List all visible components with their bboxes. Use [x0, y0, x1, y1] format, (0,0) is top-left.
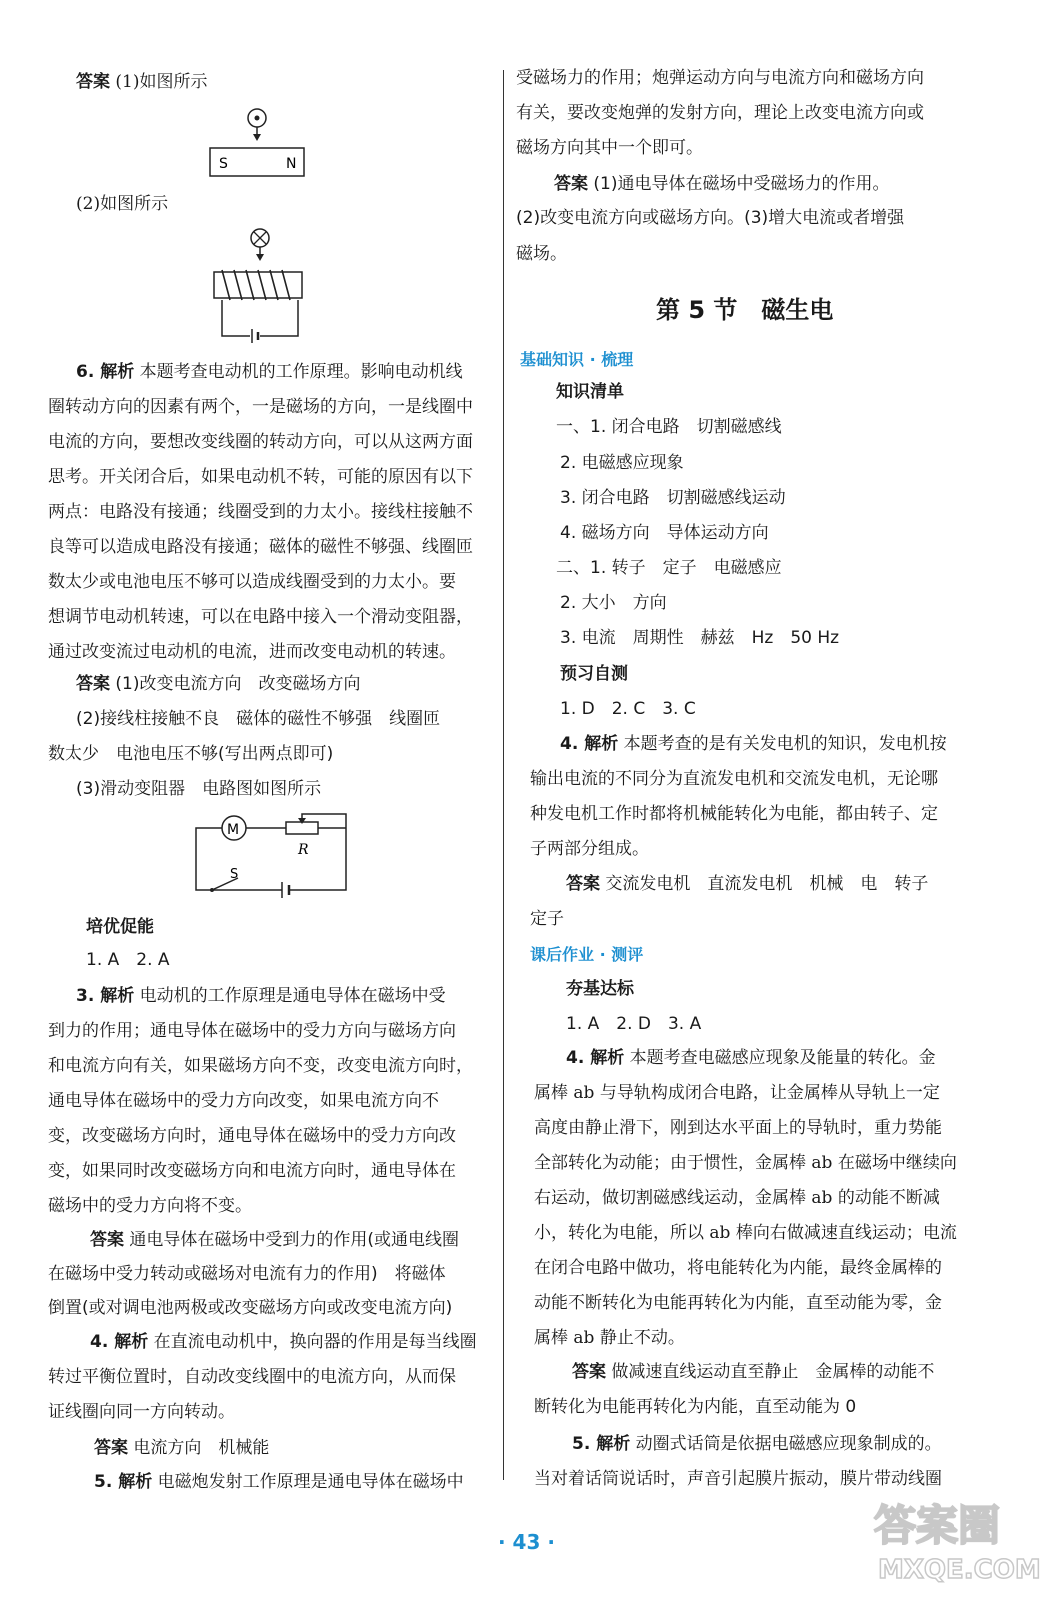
p5-line: 当对着话筒说话时，声音引起膜片振动，膜片带动线圈	[534, 1469, 942, 1489]
q3-answer-line	[90, 1228, 459, 1252]
answer-line: (2)如图所示	[76, 194, 169, 214]
q3-answer-line: 在磁场中受力转动或磁场对电流有力的作用) 将磁体	[48, 1264, 446, 1284]
knowledge-item: 3. 闭合电路 切割磁感线运动	[560, 488, 786, 508]
q4-text: 在直流电动机中，换向器的作用是每当线圈	[153, 1332, 477, 1352]
p4-line: 动能不断转化为电能再转化为内能，直至动能为零，金	[534, 1293, 942, 1313]
q5-label: 5. 解析	[94, 1472, 153, 1492]
answer-text: 交流发电机 直流发电机 机械 电 转子	[605, 874, 929, 894]
q6-answer-line: 数太少 电池电压不够(写出两点即可)	[48, 744, 334, 764]
q5-answer-line: (2)改变电流方向或磁场方向。(3)增大电流或者增强	[516, 208, 905, 228]
q6-text: 本题考查电动机的工作原理。影响电动机线	[139, 362, 463, 382]
motor-m-label: M	[227, 822, 240, 838]
watermark-text: 答案圈	[874, 1501, 1001, 1550]
p4-line: 全部转化为动能；由于惯性，金属棒 ab 在磁场中继续向	[534, 1153, 957, 1173]
p5-label: 5. 解析	[572, 1434, 631, 1454]
q3-line: 变，改变磁场方向时，通电导体在磁场中的受力方向改	[48, 1126, 456, 1146]
q6-label: 6. 解析	[76, 362, 135, 382]
q5-answer-line	[554, 172, 890, 196]
q5-cont-line: 磁场方向其中一个即可。	[516, 138, 703, 158]
p4-line: 属棒 ab 与导轨构成闭合电路，让金属棒从导轨上一定	[534, 1083, 940, 1103]
magnet-n-label: N	[286, 156, 297, 172]
q4-answer-line	[94, 1436, 269, 1460]
p4-text: 本题考查电磁感应现象及能量的转化。金	[629, 1048, 936, 1068]
q6-line-0	[76, 360, 463, 384]
answer-text: (1)通电导体在磁场中受磁场力的作用。	[593, 174, 890, 194]
q3-line: 到力的作用；通电导体在磁场中的受力方向与磁场方向	[48, 1021, 456, 1041]
section-title: 培优促能	[86, 917, 154, 937]
knowledge-item: 4. 磁场方向 导体运动方向	[560, 523, 769, 543]
p4-label: 4. 解析	[566, 1048, 625, 1068]
q5-answer-line: 磁场。	[516, 244, 567, 264]
pre-test-answers: 1. D 2. C 3. C	[560, 699, 696, 719]
r4-answer-line: 定子	[530, 909, 564, 929]
r4-line: 种发电机工作时都将机械能转化为电能，都由转子、定	[530, 804, 938, 824]
q5-line	[94, 1470, 464, 1494]
knowledge-item: 2. 电磁感应现象	[560, 453, 684, 473]
watermark-url: MXQE.COM	[878, 1555, 1041, 1585]
figure-magnet-dot	[200, 104, 320, 180]
q3-line: 通电导体在磁场中的受力方向改变，如果电流方向不	[48, 1091, 439, 1111]
p4-answer-line: 断转化为电能再转化为内能，直至动能为 0	[534, 1397, 857, 1417]
answer-label: 答案	[90, 1230, 124, 1250]
q6-line: 电流的方向，要想改变线圈的转动方向，可以从这两方面	[48, 432, 473, 452]
answer-text: 做减速直线运动直至静止 金属棒的动能不	[611, 1362, 935, 1382]
q6-answer-line: (3)滑动变阻器 电路图如图所示	[76, 779, 322, 799]
knowledge-item: 一、1. 闭合电路 切割磁感线	[556, 417, 782, 437]
q3-label: 3. 解析	[76, 986, 135, 1006]
p4-line: 属棒 ab 静止不动。	[534, 1328, 685, 1348]
p4-line: 高度由静止滑下，刚到达水平面上的导轨时，重力势能	[534, 1118, 942, 1138]
q4-line-0	[90, 1330, 477, 1354]
q6-answer-line	[76, 672, 361, 696]
q5-text: 电磁炮发射工作原理是通电导体在磁场中	[157, 1472, 464, 1492]
q6-line: 圈转动方向的因素有两个，一是磁场的方向，一是线圈中	[48, 397, 473, 417]
q5-cont-line: 有关，要改变炮弹的发射方向，理论上改变电流方向或	[516, 103, 924, 123]
q4-line: 转过平衡位置时，自动改变线圈中的电流方向，从而保	[48, 1367, 456, 1387]
p4-line: 右运动，做切割磁感线运动，金属棒 ab 的动能不断减	[534, 1188, 940, 1208]
r4-line: 子两部分组成。	[530, 839, 649, 859]
watermark-logo	[864, 1488, 1054, 1588]
p4-line: 小，转化为电能，所以 ab 棒向右做减速直线运动；电流	[534, 1223, 957, 1243]
r4-answer-line	[566, 872, 928, 896]
magnet-s-label: S	[219, 156, 228, 172]
q6-line: 思考。开关闭合后，如果电动机不转，可能的原因有以下	[48, 467, 473, 487]
knowledge-item: 2. 大小 方向	[560, 593, 667, 613]
answer-label: 答案	[554, 174, 588, 194]
switch-s-label: S	[230, 867, 239, 882]
post-test-answers: 1. A 2. D 3. A	[566, 1014, 702, 1034]
q5-cont-line: 受磁场力的作用；炮弹运动方向与电流方向和磁场方向	[516, 68, 924, 88]
q3-line: 变，如果同时改变磁场方向和电流方向时，通电导体在	[48, 1161, 456, 1181]
q4-line: 证线圈向同一方向转动。	[48, 1402, 235, 1422]
section-band-homework: 课后作业 · 测评	[530, 945, 644, 964]
p5-text: 动圈式话筒是依据电磁感应现象制成的。	[635, 1434, 942, 1454]
figure-solenoid	[200, 226, 320, 346]
q3-answer-line: 倒置(或对调电池两极或改变磁场方向或改变电流方向)	[48, 1298, 453, 1318]
page-number: · 43 ·	[498, 1530, 555, 1554]
answer-label: 答案	[94, 1438, 128, 1458]
q3-line-0	[76, 984, 446, 1008]
subsection-title: 预习自测	[560, 664, 628, 684]
chapter-title: 第 5 节 磁生电	[656, 296, 834, 324]
section-band-basic: 基础知识 · 梳理	[520, 350, 634, 369]
p4-line: 在闭合电路中做功，将电能转化为内能，最终金属棒的	[534, 1258, 942, 1278]
answer-label: 答案	[572, 1362, 606, 1382]
answer-label: 答案	[566, 874, 600, 894]
q6-answer-line: (2)接线柱接触不良 磁体的磁性不够强 线圈匝	[76, 709, 441, 729]
q6-line: 良等可以造成电路没有接通；磁体的磁性不够强、线圈匝	[48, 537, 473, 557]
answer-label: 答案	[76, 72, 110, 92]
q6-line: 数太少或电池电压不够可以造成线圈受到的力太小。要	[48, 572, 456, 592]
knowledge-item: 二、1. 转子 定子 电磁感应	[556, 558, 782, 578]
q6-line: 两点：电路没有接通；线圈受到的力太小。接线柱接触不	[48, 502, 473, 522]
r4-line: 输出电流的不同分为直流发电机和交流发电机，无论哪	[530, 769, 938, 789]
p4-line-0	[566, 1046, 936, 1070]
answer-line	[76, 70, 208, 94]
knowledge-item: 3. 电流 周期性 赫兹 Hz 50 Hz	[560, 628, 840, 648]
r4-text: 本题考查的是有关发电机的知识，发电机按	[623, 734, 947, 754]
q3-line: 磁场中的受力方向将不变。	[48, 1196, 252, 1216]
answer-text: (1)改变电流方向 改变磁场方向	[115, 674, 361, 694]
r4-line-0	[560, 732, 947, 756]
q3-text: 电动机的工作原理是通电导体在磁场中受	[139, 986, 446, 1006]
figure-motor-circuit	[190, 808, 360, 898]
answer-text: 电流方向 机械能	[133, 1438, 270, 1458]
p5-line-0	[572, 1432, 942, 1456]
q6-line: 想调节电动机转速，可以在电路中接入一个滑动变阻器，	[48, 607, 473, 627]
column-divider	[503, 70, 504, 1480]
subsection-title: 知识清单	[556, 382, 624, 402]
q3-line: 和电流方向有关，如果磁场方向不变，改变电流方向时，	[48, 1056, 473, 1076]
q6-line: 通过改变流过电动机的电流，进而改变电动机的转速。	[48, 642, 456, 662]
mc-answers: 1. A 2. A	[86, 950, 170, 970]
p4-answer-line	[572, 1360, 934, 1384]
answer-label: 答案	[76, 674, 110, 694]
answer-text: (1)如图所示	[115, 72, 208, 92]
r4-label: 4. 解析	[560, 734, 619, 754]
resistor-r-label: R	[298, 842, 309, 858]
q4-label: 4. 解析	[90, 1332, 149, 1352]
answer-text: 通电导体在磁场中受到力的作用(或通电线圈	[129, 1230, 460, 1250]
subsection-title: 夯基达标	[566, 979, 634, 999]
